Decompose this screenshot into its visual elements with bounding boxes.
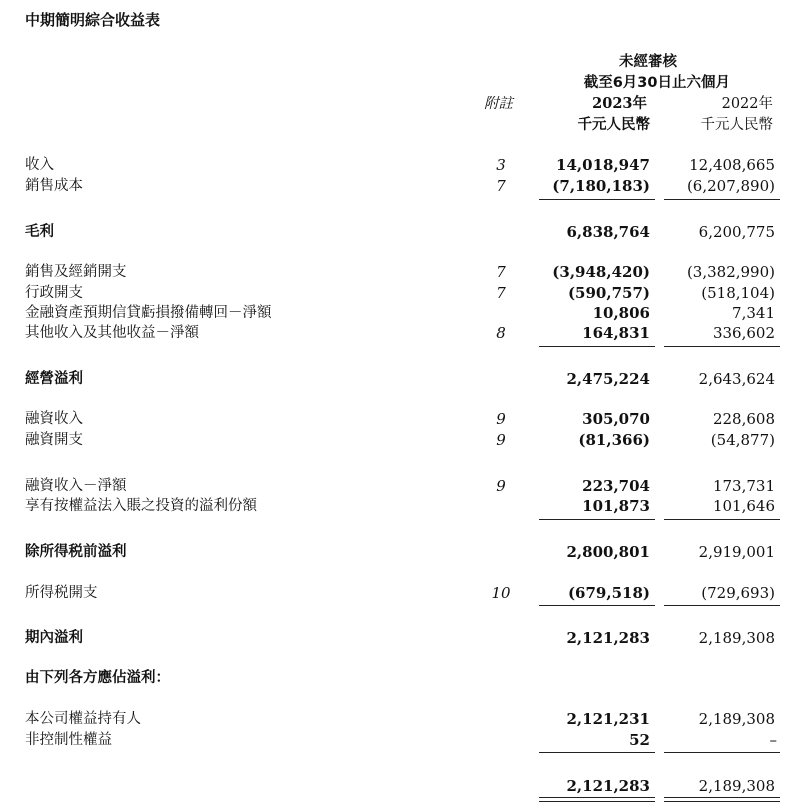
row-gross-profit-2023: 6,838,764 <box>566 223 650 241</box>
row-nci-2022: – <box>769 731 777 749</box>
row-share-equity-2023: 101,873 <box>582 497 650 515</box>
rule <box>664 605 780 606</box>
rule <box>539 752 655 753</box>
row-other-income-2023: 164,831 <box>582 324 650 342</box>
statement-title: 中期簡明綜合收益表 <box>25 11 161 29</box>
header-unaudited: 未經審核 <box>619 54 677 70</box>
row-profit-2022: 2,189,308 <box>698 629 775 647</box>
row-total-2023: 2,121,283 <box>566 777 650 795</box>
row-profit-2023: 2,121,283 <box>566 629 650 647</box>
header-year-2023: 2023年 <box>592 95 647 112</box>
row-admin-exp-2022: (518,104) <box>701 284 775 302</box>
row-tax-note: 10 <box>491 584 511 602</box>
row-nci-2023: 52 <box>629 731 650 749</box>
row-profit-label: 期內溢利 <box>25 630 83 646</box>
row-tax-2022: (729,693) <box>701 584 775 602</box>
row-finance-net-label: 融資收入－淨額 <box>25 478 127 494</box>
rule <box>664 346 780 347</box>
row-selling-exp-note: 7 <box>496 263 506 281</box>
row-share-equity-label: 享有按權益法入賬之投資的溢利份額 <box>25 498 257 514</box>
row-admin-exp-label: 行政開支 <box>25 285 83 301</box>
row-other-income-2022: 336,602 <box>712 324 775 342</box>
row-attributable-label: 由下列各方應佔溢利： <box>25 670 170 686</box>
row-owners-2022: 2,189,308 <box>698 710 775 728</box>
double-rule <box>664 797 780 802</box>
row-share-equity-2022: 101,646 <box>712 497 775 515</box>
row-operating-profit-2022: 2,643,624 <box>698 370 775 388</box>
row-cost-of-sales-2023: (7,180,183) <box>552 177 650 195</box>
double-rule <box>539 797 655 802</box>
row-gross-profit-2022: 6,200,775 <box>698 223 775 241</box>
header-unit-2023: 千元人民幣 <box>577 116 650 133</box>
row-finance-income-note: 9 <box>496 410 506 428</box>
row-impairment-2022: 7,341 <box>732 304 775 322</box>
row-finance-income-2022: 228,608 <box>712 410 775 428</box>
row-cost-of-sales-label: 銷售成本 <box>25 178 83 194</box>
header-unit-2022: 千元人民幣 <box>700 117 773 133</box>
row-admin-exp-note: 7 <box>496 284 506 302</box>
row-finance-net-note: 9 <box>496 477 506 495</box>
row-operating-profit-2023: 2,475,224 <box>566 370 650 388</box>
row-selling-exp-2022: (3,382,990) <box>686 263 775 281</box>
row-finance-income-label: 融資收入 <box>25 411 83 427</box>
rule <box>539 519 655 520</box>
row-gross-profit-label: 毛利 <box>25 224 54 240</box>
row-finance-cost-note: 9 <box>496 431 506 449</box>
row-pbt-label: 除所得税前溢利 <box>25 544 127 560</box>
rule <box>539 346 655 347</box>
row-finance-income-2023: 305,070 <box>582 410 650 428</box>
row-tax-2023: (679,518) <box>567 584 650 602</box>
row-finance-cost-2023: (81,366) <box>578 431 650 449</box>
header-period: 截至6月30日止六個月 <box>583 75 730 91</box>
row-impairment-label: 金融資產預期信貸虧損撥備轉回－淨額 <box>25 305 272 321</box>
row-cost-of-sales-note: 7 <box>496 177 506 195</box>
row-owners-label: 本公司權益持有人 <box>25 711 141 727</box>
row-total-2022: 2,189,308 <box>698 777 775 795</box>
row-finance-cost-label: 融資開支 <box>25 432 83 448</box>
rule <box>664 752 780 753</box>
row-owners-2023: 2,121,231 <box>566 710 650 728</box>
row-other-income-note: 8 <box>496 324 506 342</box>
row-revenue-2022: 12,408,665 <box>689 156 775 174</box>
row-operating-profit-label: 經營溢利 <box>25 371 83 387</box>
rule <box>664 519 780 520</box>
row-admin-exp-2023: (590,757) <box>567 284 650 302</box>
row-revenue-2023: 14,018,947 <box>556 156 650 174</box>
row-nci-label: 非控制性權益 <box>25 732 112 748</box>
row-finance-cost-2022: (54,877) <box>710 431 775 449</box>
row-revenue-label: 收入 <box>25 157 54 173</box>
row-tax-label: 所得税開支 <box>25 585 98 601</box>
row-selling-exp-label: 銷售及經銷開支 <box>25 264 127 280</box>
row-pbt-2023: 2,800,801 <box>566 543 650 561</box>
row-revenue-note: 3 <box>496 156 506 174</box>
row-selling-exp-2023: (3,948,420) <box>552 263 650 281</box>
row-finance-net-2022: 173,731 <box>712 477 775 495</box>
rule <box>664 199 780 200</box>
rule <box>539 605 655 606</box>
header-year-2022: 2022年 <box>721 96 773 112</box>
rule <box>539 199 655 200</box>
row-impairment-2023: 10,806 <box>592 304 650 322</box>
row-other-income-label: 其他收入及其他收益－淨額 <box>25 325 199 341</box>
row-finance-net-2023: 223,704 <box>582 477 650 495</box>
header-note: 附註 <box>484 96 513 112</box>
row-cost-of-sales-2022: (6,207,890) <box>686 177 775 195</box>
row-pbt-2022: 2,919,001 <box>698 543 775 561</box>
